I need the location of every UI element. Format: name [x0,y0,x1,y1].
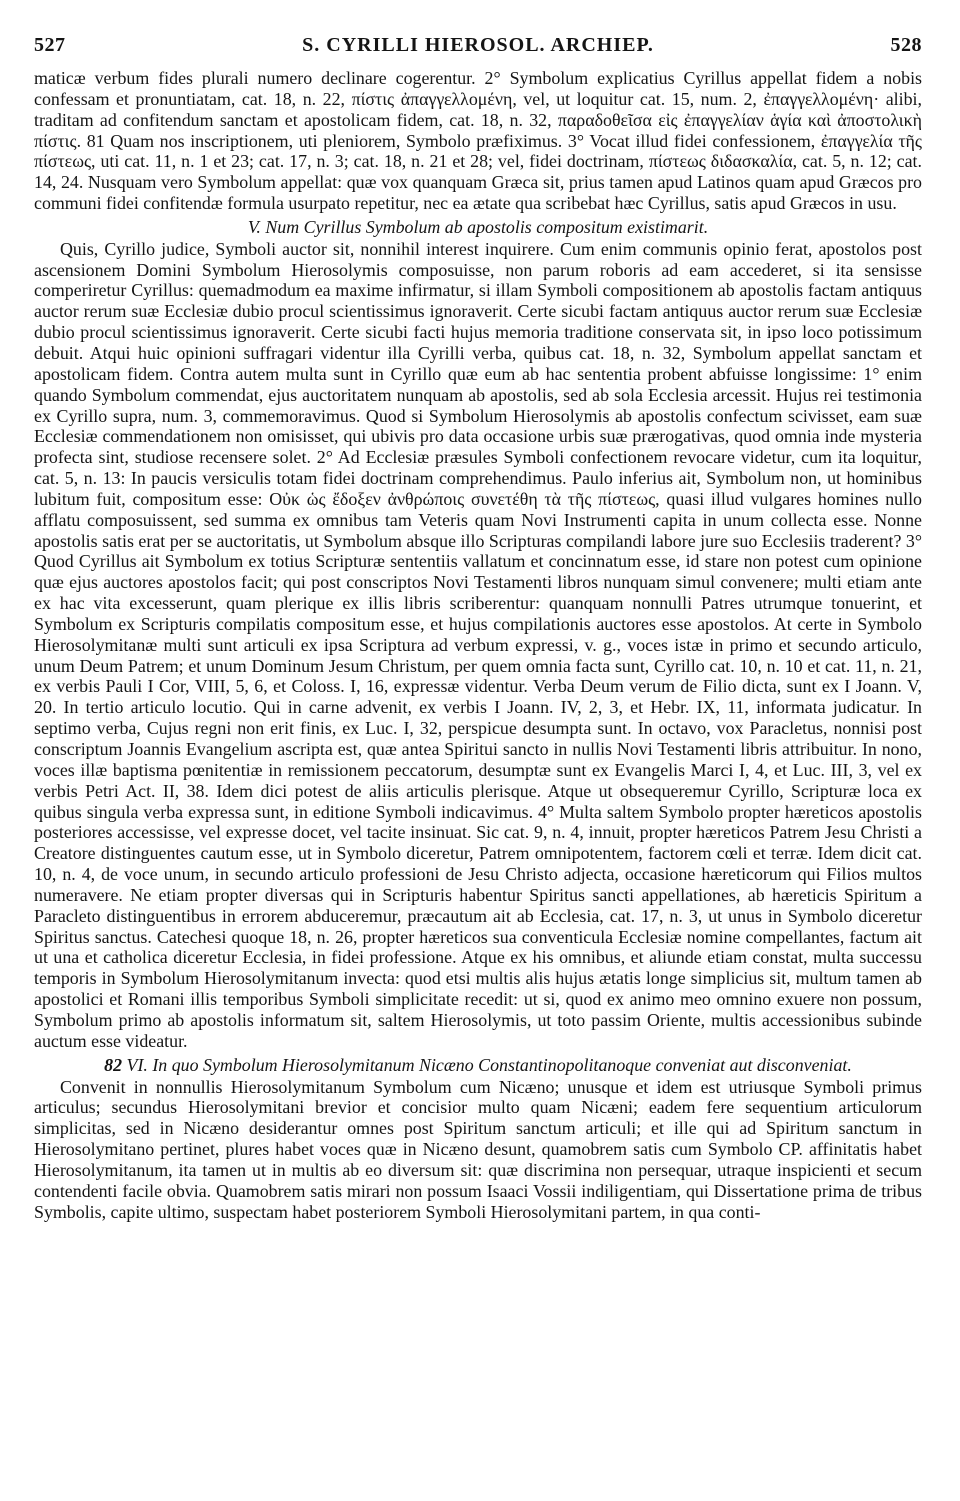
paragraph-1: maticæ verbum fides plurali numero declinare cogerentur. 2° Symbolum explicatius Cyrillus appellat fidem a nobis confessam et pronuntiatam, cat. 18, n. 22, πίστις ἀπαγγελλομένη, vel, ut loquitur cat. 15, num. 2, ἐπαγγελλομένη· alibi, traditam ad confitendum sanctam et apostolicam fidem, cat. 18, n. 32, παραδοθεῖσα εἰς ἐπαγγελίαν ἁγία καὶ ἀποστολικὴ πίστις. 81 Quam nos inscriptionem, uti pleniorem, Symbolo præfiximus. 3° Vocat illud fidei confessionem, ἐπαγγελία τῆς πίστεως, uti cat. 11, n. 1 et 23; cat. 17, n. 3; cat. 18, n. 21 et 28; vel, fidei doctrinam, πίστεως διδασκαλία, cat. 5, n. 12; cat. 14, 24. Nusquam vero Symbolum appellat: quæ vox quanquam Græca sit, prius tamen apud Latinos quam apud Græcos pro communi fidei confitendæ formula usurpato repetitur, nec ea ætate qua scribebat hæc Cyrillus, satis apud Græcos in usu. [34,68,922,214]
paragraph-2: Quis, Cyrillo judice, Symboli auctor sit, nonnihil interest inquirere. Cum enim communis opinio ferat, apostolos post ascensionem Domini Symbolum Hierosolymis composuisse, non parum roboris ad eam accederet, si ita sensisse comperiretur Cyrillus: quemadmodum ea maxime infirmatur, si illam Symboli compositionem ab apostolis factam antiquus auctor rerum suæ Ecclesiæ dubio procul scientissimus ignoraverit. Certe sicubi factam antiquus auctor rerum suæ Ecclesiæ dubio procul scientissimus ignoraverit. Certe sicubi facti hujus memoria traditione conservata sit, in ipso loco potissimum debuit. Atqui huic opinioni suffragari videntur illa Cyrilli verba, quibus cat. 18, n. 32, Symbolum appellat sanctam et apostolicam fidem. Contra autem multa sunt in Cyrillo quæ eum ab hac sententia probent abfuisse longissime: 1° enim quando Symbolum commendat, ejus auctoritatem nunquam ab apostolis, sed ab sola Ecclesia arcessit. Hujus rei testimonia ex Cyrillo supra, num. 3, commemoravimus. Quod si Symbolum Hierosolymis ab apostolis confectum scivisset, eam suæ Ecclesiæ commendationem non omisisset, qui ubivis pro data occasione urbis suæ prærogativas, quod omnia inde mysteria profecta sint, studiose recensere solet. 2° Ad Ecclesiæ præsules Symboli confectionem revocare videtur, cum ita loquitur, cat. 5, n. 13: In paucis versiculis totam fidei doctrinam comprehendimus. Paulo inferius ait, Symbolum non, ut hominibus lubitum fuit, compositum esse: Οὐκ ὡς ἔδοξεν ἀνθρώποις συνετέθη τὰ τῆς πίστεως, quasi illud vulgares homines nullo afflatu composuissent, sed summa ex omnibus tam Veteris quam Novi Instrumenti capita in unum collecta esse. Nonne apostolis satis erat per se auctoritatis, ut Symbolum absque illo Scripturas compilandi labore jure suo Ecclesiis traderent? 3° Quod Cyrillus ait Symbolum ex totius Scripturæ sententiis vallatum et concinnatum esse, id stare non potest cum opinione quæ ejus auctores apostolos facit; qui post conscriptos Novi Testamenti libros nunquam simul convenere; multi etiam ante ex hac vita excesserunt, quam plerique ex illis libris scriberentur: quanquam nonnulli Patres utrumque tonuerint, et Symbolum ex Scripturis compilatis compositum esse, et hujus compilationis auctores esse apostolos. At certe in Symbolo Hierosolymitanæ multi sunt articuli ex ipsa Scriptura ad verbum expressi, v. g., voces istæ in primo et secundo articulo, unum Deum Patrem; et unum Dominum Jesum Christum, per quem omnia facta sunt, Cyrillo cat. 10, n. 10 et cat. 11, n. 21, ex verbis Pauli I Cor, VIII, 5, 6, et Coloss. I, 16, expressæ videntur. Verba Deum verum de Filio dicta, sunt ex I Joann. V, 20. In tertio articulo locutio. Qui in carne advenit, ex verbis I Joann. IV, 2, 3, et Hebr. IX, 11, informata judicatur. In septimo verba, Cujus regni non erit finis, ex Luc. I, 32, perspicue desumpta sunt. In octavo, vox Paracletus, nonnisi post conscriptum Joannis Evangelium ascripta est, quæ antea Spiritui sancto in nullis Novi Testamenti libris attribuitur. In nono, voces illæ baptisma pœnitentiæ in remissionem peccatorum, desumptæ sunt ex Evangelis Marci I, 4, et Luc. III, 3, vel ex verbis Petri Act. II, 38. Idem dici potest de aliis articulis plerisque. Atque ut obsequeremur Cyrillo, Scripturæ loca ex quibus singula verba expressa sunt, in editione Symboli indicavimus. 4° Multa saltem Symbolo propter hæreticos apostolis posteriores accessisse, vel expresse docet, vel tacite insinuat. Sic cat. 9, n. 4, innuit, propter hæreticos Patrem Jesu Christi a Creatore distinguentes cautum esse, ut in Symbolo diceretur, Patrem omnipotentem, factorem cœli et terræ. Idem dicit cat. 10, n. 4, de voce unum, in secundo articulo professioni de Jesu Christo adjecta, occasione hæreticorum qui Filios multos numeravere. Ne etiam propter diversas qui in Scripturis habentur Spiritus sancti appellationes, ab hæreticis Spiritum a Paracleto distinguentibus in errorem abduceremur, præcautum ait ab Ecclesia, cat. 17, n. 3, ut unus in Symbolo diceretur Spiritus sanctus. Catechesi quoque 18, n. 26, propter hæreticos sua conventicula Ecclesiæ nomine compellantes, factum ait ut una et catholica diceretur Ecclesia, in fidei professione. Atque ex his omnibus, et aliunde etiam constat, multa successu temporis in Symbolum Hierosolymitanum invecta: quod etsi multis alis hujus ætatis longe simplicius sit, multum tamen ab apostolici et Romani illis temporibus Symboli simplicitate recedit: ut si, quod ex animo meo omnino exuere non possum, Symbolum primo ab apostolis informatum sit, saltem Hierosolymis, ut toto passim Oriente, multis accessionibus subinde auctum esse videatur. [34,238,922,1051]
marginal-number: 82 [104,1054,123,1075]
page-number-left: 527 [34,34,66,56]
section-heading-v: V. Num Cyrillus Symbolum ab apostolis compositum existimarit. [247,216,709,237]
paragraph-3: Convenit in nonnullis Hierosolymitanum Symbolum cum Nicæno; unusque et idem est utriusque Symboli primus articulus; secundus Hierosolymitani brevior et concisior multo quam Nicæni; eadem fere sequentium articulorum simplicitas, sed in Nicæno desiderantur omnes post Spiritum sanctum articuli; et ille qui ad Spiritum sanctum in Hierosolymitano pertinet, plures habet voces quæ in Nicæno desunt, quamobrem satis cum Symbolo CP. affinitatis habet Hierosolymitanum, ita tamen ut in multis ab eo diversum sit: quæ discrimina non persequar, utraque inspicienti et secum contendenti facile obvia. Quamobrem satis mirari non possum Isaaci Vossii indiligentiam, qui Dissertatione prima de tribus Symbolis, capite ultimo, suspectam habet posteriorem Symboli Hierosolymitani partem, in qua conti- [34,1076,922,1222]
section-heading-vi [34,1055,922,1076]
running-title: S. CYRILLI HIEROSOL. ARCHIEP. [302,34,654,56]
section-heading-vi-text: VI. In quo Symbolum Hierosolymitanum Nicæno Constantinopolitanoque conveniat aut disconveniat. [126,1054,852,1075]
page-number-right: 528 [890,34,922,56]
body-text [34,68,922,1222]
running-header [34,34,922,64]
